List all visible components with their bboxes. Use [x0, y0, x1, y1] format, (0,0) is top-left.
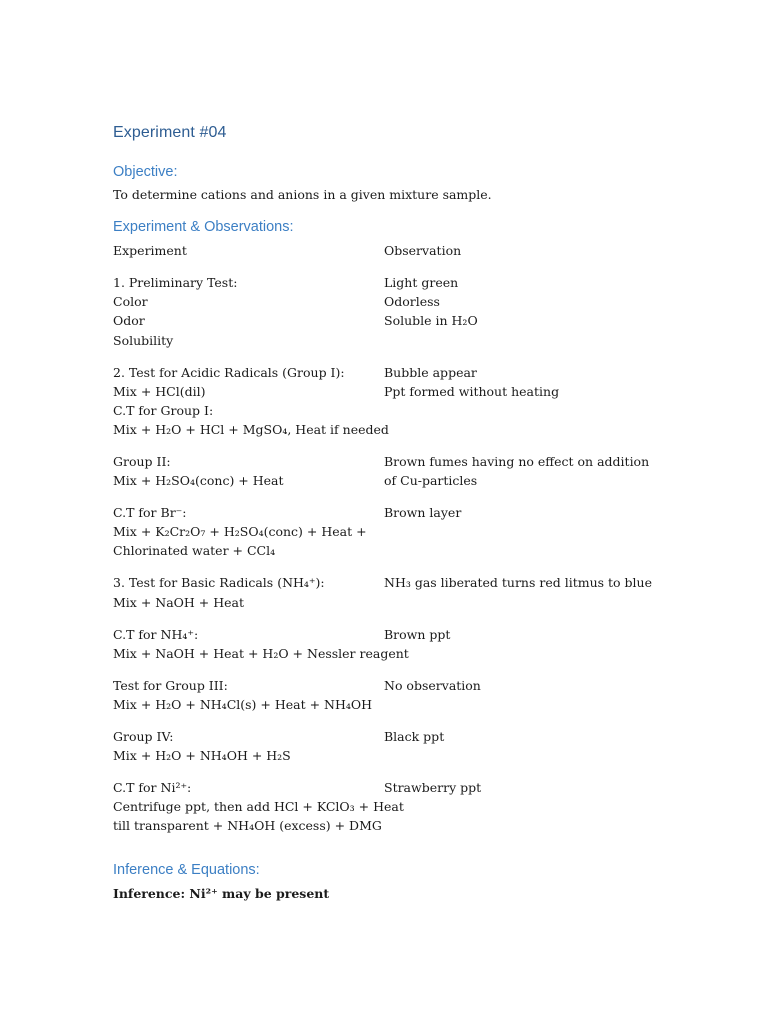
- row-experiment-line: Mix + NaOH + Heat: [113, 595, 244, 610]
- experiment-section-heading: Experiment & Observations:: [113, 219, 294, 235]
- row-observation-line: Bubble appear: [384, 365, 477, 380]
- row-experiment-line: C.T for Ni²⁺:: [113, 780, 192, 795]
- row-observation-line: NH₃ gas liberated turns red litmus to blue: [384, 575, 652, 590]
- row-experiment-line: till transparent + NH₄OH (excess) + DMG: [113, 818, 382, 833]
- row-experiment-line: Mix + H₂SO₄(conc) + Heat: [113, 473, 284, 488]
- row-experiment-line: C.T for Group I:: [113, 403, 214, 418]
- row-observation-line: Black ppt: [384, 729, 445, 744]
- row-experiment-line: Chlorinated water + CCl₄: [113, 543, 276, 558]
- column-header-experiment: Experiment: [113, 243, 187, 258]
- row-observation-line: Brown fumes having no effect on addition: [384, 454, 650, 469]
- row-observation-line: of Cu-particles: [384, 473, 478, 488]
- inference-section-heading: Inference & Equations:: [113, 862, 260, 878]
- row-observation-line: Ppt formed without heating: [384, 384, 560, 399]
- row-observation-line: Odorless: [384, 294, 440, 309]
- row-experiment-line: Mix + H₂O + NH₄OH + H₂S: [113, 748, 291, 763]
- objective-text: To determine cations and anions in a given mixture sample.: [113, 187, 492, 202]
- row-observation-line: No observation: [384, 678, 481, 693]
- row-experiment-line: 3. Test for Basic Radicals (NH₄⁺):: [113, 575, 325, 590]
- row-experiment-line: Solubility: [113, 333, 174, 348]
- row-experiment-line: C.T for Br⁻:: [113, 505, 187, 520]
- row-experiment-line: Mix + K₂Cr₂O₇ + H₂SO₄(conc) + Heat +: [113, 524, 367, 539]
- row-experiment-line: Centrifuge ppt, then add HCl + KClO₃ + Heat: [113, 799, 404, 814]
- row-experiment-line: 1. Preliminary Test:: [113, 275, 238, 290]
- row-experiment-line: C.T for NH₄⁺:: [113, 627, 199, 642]
- row-experiment-line: Color: [113, 294, 148, 309]
- row-experiment-line: Odor: [113, 313, 145, 328]
- objective-heading: Objective:: [113, 164, 178, 180]
- row-experiment-line: 2. Test for Acidic Radicals (Group I):: [113, 365, 345, 380]
- row-experiment-line: Test for Group III:: [113, 678, 228, 693]
- row-experiment-line: Mix + H₂O + NH₄Cl(s) + Heat + NH₄OH: [113, 697, 373, 712]
- row-observation-line: Strawberry ppt: [384, 780, 482, 795]
- row-observation-line: Soluble in H₂O: [384, 313, 478, 328]
- row-experiment-line: Mix + H₂O + HCl + MgSO₄, Heat if needed: [113, 422, 389, 437]
- row-experiment-line: Mix + HCl(dil): [113, 384, 206, 399]
- row-experiment-line: Group IV:: [113, 729, 174, 744]
- row-observation-line: Light green: [384, 275, 459, 290]
- row-observation-line: Brown ppt: [384, 627, 451, 642]
- row-experiment-line: Mix + NaOH + Heat + H₂O + Nessler reagent: [113, 646, 409, 661]
- row-experiment-line: Group II:: [113, 454, 171, 469]
- column-header-observation: Observation: [384, 243, 462, 258]
- inference-text: Inference: Ni²⁺ may be present: [113, 886, 330, 901]
- page-title: Experiment #04: [113, 124, 227, 141]
- row-observation-line: Brown layer: [384, 505, 462, 520]
